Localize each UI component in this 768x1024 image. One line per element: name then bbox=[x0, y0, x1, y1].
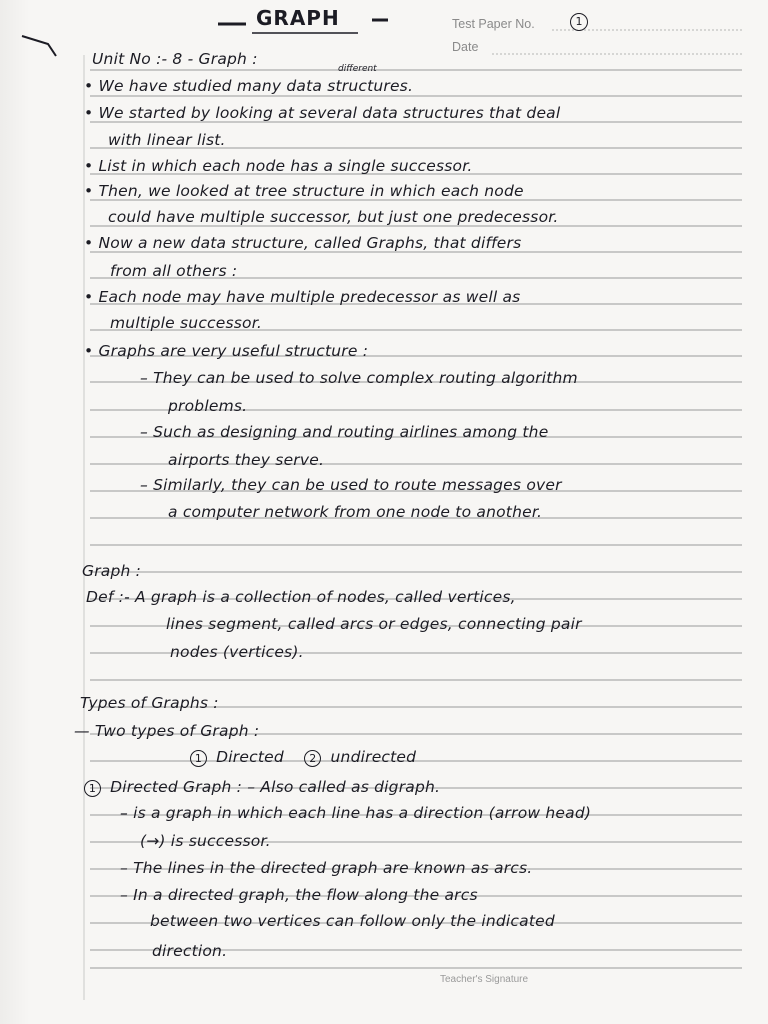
teacher-signature-label: Teacher's Signature bbox=[440, 974, 529, 985]
page-title: GRAPH bbox=[256, 6, 340, 30]
line-directed-graph: 1 Directed Graph : – Also called as digraph. bbox=[84, 778, 440, 797]
line-15: – Such as designing and routing airlines among the bbox=[140, 423, 549, 441]
section-types-heading: Types of Graphs : bbox=[80, 694, 219, 712]
line-17: – Similarly, they can be used to route messages over bbox=[140, 476, 562, 494]
line-02: • We have studied many data structures. bbox=[84, 77, 414, 95]
line-unit-heading: Unit No :- 8 - Graph : bbox=[92, 50, 258, 68]
section-graph-heading: Graph : bbox=[82, 562, 142, 580]
line-06: • Then, we looked at tree structure in which each node bbox=[84, 182, 524, 200]
line-09: from all others : bbox=[110, 262, 238, 280]
number-1-circle: 1 bbox=[190, 750, 207, 767]
line-11: multiple successor. bbox=[110, 314, 263, 332]
line-05: • List in which each node has a single successor. bbox=[84, 157, 473, 175]
line-22: nodes (vertices). bbox=[170, 643, 304, 661]
line-30: – In a directed graph, the flow along the arcs bbox=[120, 886, 478, 904]
test-paper-label: Test Paper No. bbox=[452, 17, 535, 31]
line-31: between two vertices can follow only the indicated bbox=[150, 912, 555, 930]
line-13: – They can be used to solve complex routing algorithm bbox=[140, 369, 578, 387]
line-types-list bbox=[190, 748, 416, 767]
line-28: (→) is successor. bbox=[140, 832, 271, 850]
line-07: could have multiple successor, but just one predecessor. bbox=[108, 208, 559, 226]
line-32: direction. bbox=[152, 942, 228, 960]
type-undirected: undirected bbox=[330, 748, 417, 766]
line-10: • Each node may have multiple predecessor as well as bbox=[84, 288, 521, 306]
line-08: • Now a new data structure, called Graphs, that differs bbox=[84, 234, 522, 252]
test-paper-number: 1 bbox=[570, 13, 588, 31]
type-directed: Directed bbox=[216, 748, 284, 766]
line-16: airports they serve. bbox=[168, 451, 325, 469]
line-18: a computer network from one node to another. bbox=[168, 503, 543, 521]
line-27: – is a graph in which each line has a direction (arrow head) bbox=[120, 804, 592, 822]
line-12: • Graphs are very useful structure : bbox=[84, 342, 369, 360]
insert-different: different bbox=[338, 64, 377, 74]
line-03: • We started by looking at several data structures that deal bbox=[84, 104, 561, 122]
number-2-circle: 2 bbox=[304, 750, 321, 767]
date-label: Date bbox=[452, 40, 479, 54]
line-14: problems. bbox=[168, 397, 248, 415]
line-24: — Two types of Graph : bbox=[74, 722, 260, 740]
line-21: lines segment, called arcs or edges, connecting pair bbox=[166, 615, 582, 633]
line-29: – The lines in the directed graph are known as arcs. bbox=[120, 859, 533, 877]
line-04: with linear list. bbox=[108, 131, 226, 149]
number-1-circle: 1 bbox=[84, 780, 101, 797]
line-def: Def :- A graph is a collection of nodes, called vertices, bbox=[86, 588, 516, 606]
